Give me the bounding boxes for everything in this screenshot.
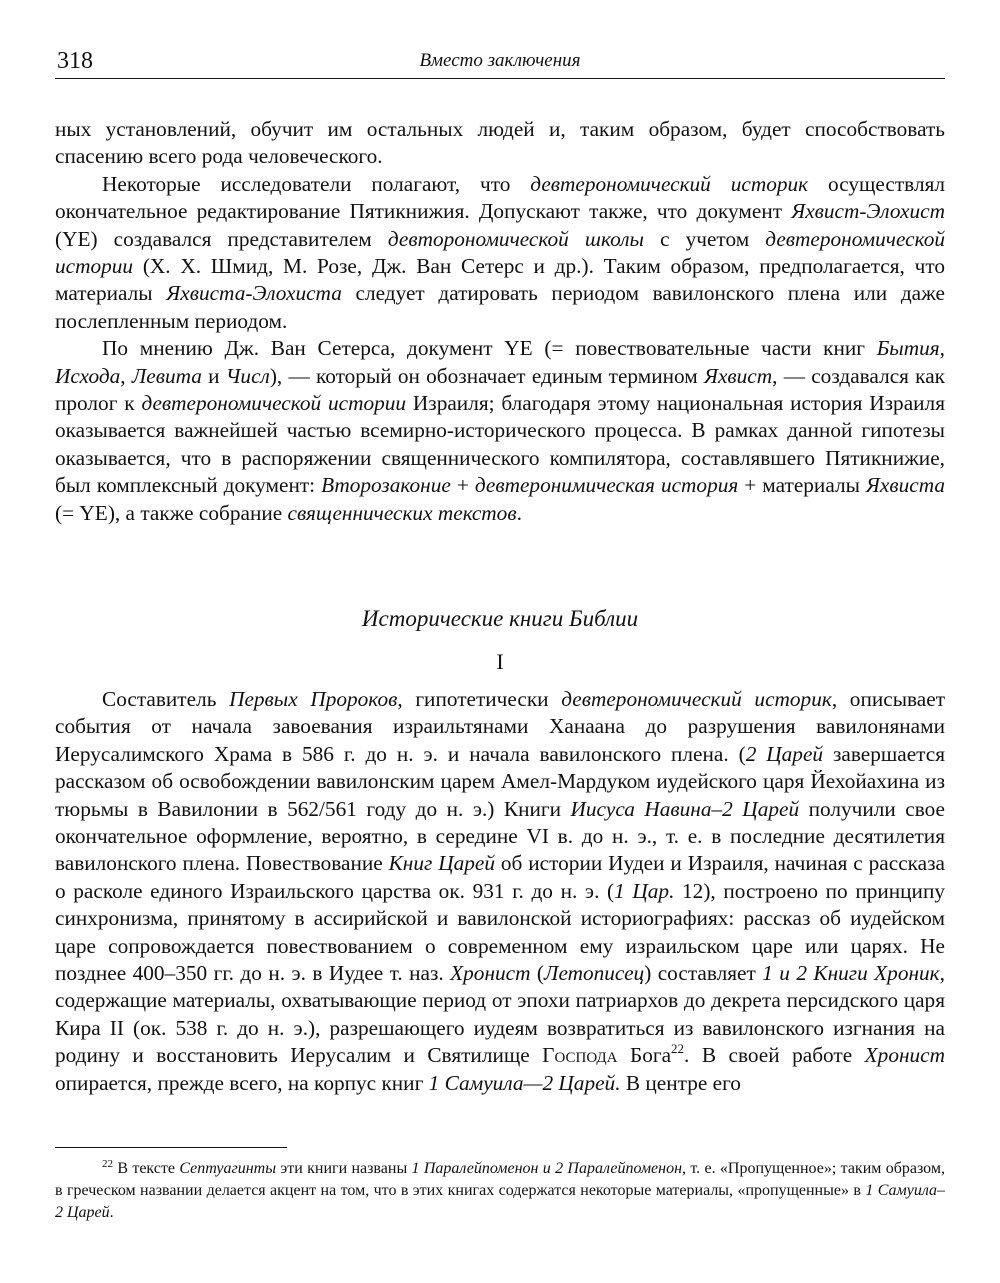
text-run: (= YE), а также собрание — [55, 500, 288, 525]
footnote-ref: 22 — [671, 1041, 685, 1057]
footnote — [55, 1158, 945, 1224]
text-run: , — [120, 363, 132, 388]
italic-run: 1 Самуила–2 Царей — [55, 1182, 946, 1221]
text-run: + — [450, 473, 475, 498]
running-title: Вместо заключения — [419, 50, 581, 71]
text-run: ), — который он обозначает единым термином — [269, 363, 704, 388]
text-run: 12), построено по принципу синхронизма, принятому в ассирийской и вавилонской историографиях: рассказ об иудейском царе сопровождается повествованием о современном ему израильском царе или царях. Не позднее 400–350 гг. до н. э. в Иудее т. наз. — [55, 878, 945, 986]
italic-run: Яхвист-Элохист — [791, 199, 945, 224]
section-title: Исторические книги Библии — [361, 606, 639, 631]
italic-run: Яхвиста — [865, 473, 945, 498]
text-run: . — [516, 500, 522, 525]
text-run: завершается рассказом об освобождении вавилонским царем Амел-Мардуком иудейского царя Йехойахина из тюрьмы в Вавилонии в 562/561 году до н. э.) Книги — [55, 741, 945, 821]
italic-run: Септуагинты — [179, 1160, 277, 1177]
paragraph — [55, 686, 945, 1097]
page-header — [55, 44, 945, 79]
text-run: , — [939, 336, 945, 361]
italic-run: девторономической школы — [387, 226, 644, 251]
paragraph — [55, 171, 945, 335]
text-run: Бога — [617, 1043, 672, 1068]
small-caps-run: Господа — [542, 1043, 618, 1068]
italic-run: Хронист — [450, 961, 531, 986]
text-run: следует датировать периодом вавилонского плена или даже послепленным периодом. — [55, 281, 945, 333]
text-run: + материалы — [738, 473, 866, 498]
italic-run: Числ — [225, 363, 270, 388]
italic-run: 2 Царей — [745, 741, 824, 766]
italic-run: Иисуса Навина–2 Царей — [570, 796, 800, 821]
footnote-divider — [55, 1147, 287, 1148]
italic-run: Второзаконие — [321, 473, 451, 498]
paragraph — [55, 116, 945, 171]
text-run: получили свое окончательное оформление, вероятно, в середине VI в. до н. э., т. е. в последние десятилетия вавилонского плена. Повествование — [55, 796, 945, 876]
text-run: . — [109, 1204, 114, 1221]
text-run: (Х. Х. Шмид, М. Розе, Дж. Ван Сетерс и др.). Таким образом, предполагается, что материалы — [55, 254, 945, 306]
italic-run: девтерономической истории — [55, 226, 946, 279]
text-run: , т. е. «Пропущенное»; таким образом, в греческом названии делается акцент на том, что в этих книгах содержатся некоторые материалы, «пропущенные» в — [55, 1160, 945, 1199]
section-number: I — [496, 649, 504, 674]
italic-run: Бытия — [876, 336, 940, 361]
italic-run: девтерономический историк — [561, 687, 832, 711]
italic-run: Хронист — [864, 1043, 946, 1068]
text-run: В центре его — [620, 1070, 741, 1095]
italic-run: 1 Самуила—2 Царей. — [428, 1070, 621, 1095]
italic-run: девтеронимическая история — [474, 473, 739, 498]
italic-run: Книг Царей — [388, 851, 495, 876]
text-run: , описывает события от начала завоевания израильтянами Ханаана до разрушения вавилонянами Иерусалимского Храма в 586 г. до н. э. и начала вавилонского плена. ( — [55, 687, 945, 766]
text-run: Некоторые исследователи полагают, что — [102, 171, 531, 196]
italic-run: Исхода — [55, 363, 121, 388]
text-run: , — создавался как пролог к — [55, 363, 945, 416]
text-run: , гипотетически — [397, 687, 562, 711]
italic-run: Летописец — [544, 961, 645, 986]
footnote-text — [55, 1158, 945, 1224]
text-run: По мнению Дж. Ван Сетерса, документ YE (= повествовательные части книг — [102, 336, 877, 361]
text-run: ( — [530, 961, 545, 986]
italic-run: Яхвист — [703, 363, 773, 388]
footnote-ref: 22 — [102, 1158, 113, 1170]
italic-run: Яхвиста-Элохиста — [166, 281, 342, 306]
text-run: . В своей работе — [684, 1043, 865, 1068]
text-run: ) составляет — [644, 961, 763, 986]
text-run: , содержащие материалы, охватывающие период от эпохи патриархов до декрета персидского царя Кира II (ок. 538 г. до н. э.), разрешающего иудеям возвратиться из вавилонского изгнания на родину и восстановить Иерусалим и Святилище — [55, 961, 945, 1068]
text-run: (YE) создавался представителем — [55, 226, 388, 251]
section-text — [55, 686, 945, 1097]
italic-run: девтерономической истории — [141, 391, 407, 416]
text-run: Составитель — [102, 687, 230, 711]
text-run: эти книги названы — [276, 1160, 412, 1177]
text-run: об истории Иудеи и Израиля, начиная с рассказа о расколе единого Израильского царства ок. 931 г. до н. э. ( — [55, 851, 945, 903]
text-run: Израиля; благодаря этому национальная история Израиля оказывается важнейшей частью всемирно-исторического процесса. В рамках данной гипотезы оказывается, что в распоряжении священнического компилятора, составлявшего Пятикнижие, был комплексный документ: — [55, 391, 945, 498]
italic-run: Первых Пророков — [229, 687, 398, 711]
text-run: осуществлял окончательное редактирование Пятикнижия. Допускают также, что документ — [55, 171, 945, 224]
italic-run: девтерономический историк — [530, 171, 809, 196]
italic-run: 1 Паралейпоменон и 2 Паралейпоменон — [411, 1160, 683, 1177]
text-run: и — [201, 363, 226, 388]
main-text — [55, 116, 945, 527]
italic-run: Левита — [131, 363, 202, 388]
paragraph — [55, 335, 945, 527]
italic-run: священнических текстов — [287, 500, 517, 525]
text-run: с учетом — [643, 226, 766, 251]
text-run: ных установлений, обучит им остальных людей и, таким образом, будет способствовать спасению всего рода человеческого. — [55, 117, 945, 169]
italic-run: 1 и 2 Книги Хроник — [762, 961, 940, 986]
text-run: опирается, прежде всего, на корпус книг — [55, 1070, 429, 1095]
italic-run: 1 Цар. — [614, 878, 675, 903]
page-number: 318 — [57, 48, 93, 74]
text-run: В тексте — [113, 1160, 180, 1177]
